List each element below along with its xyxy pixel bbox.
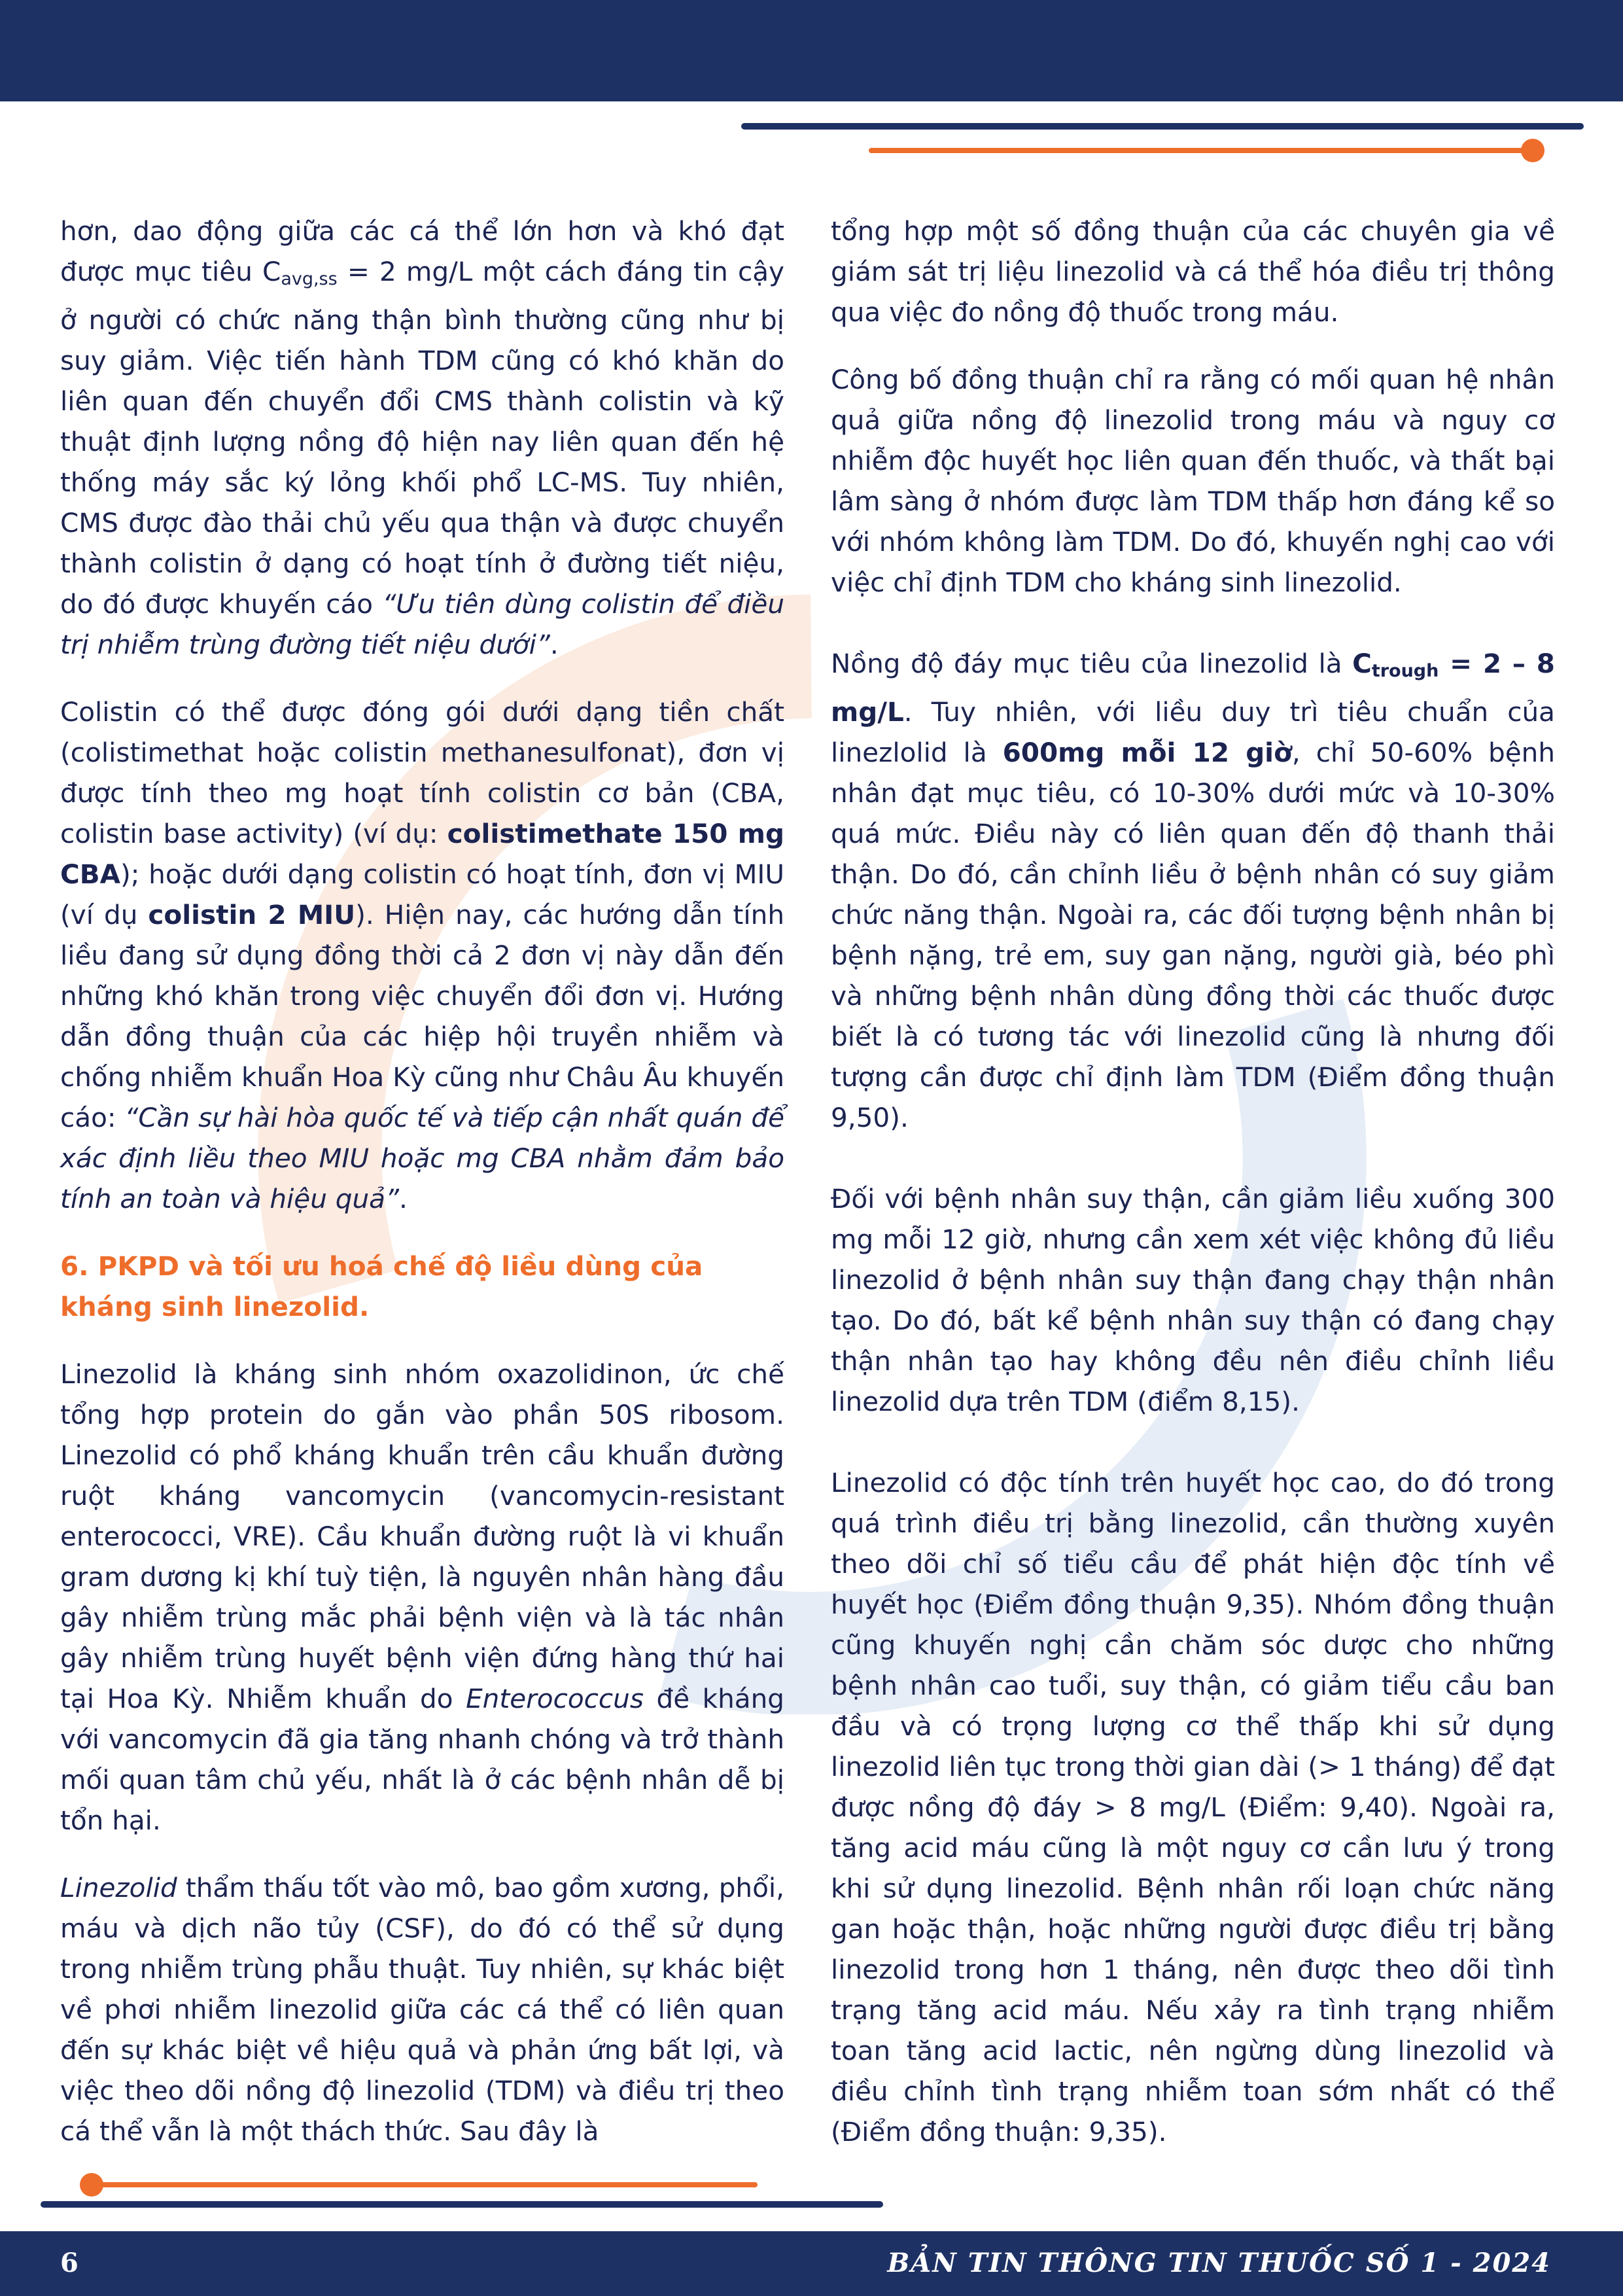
left-paragraph-2: Colistin có thể được đóng gói dưới dạng tiền chất (colistimethat hoặc colistin methanesulfonat), đơn vị được tính theo mg hoạt tính colistin cơ bản (CBA, colistin base activity) (ví dụ: colistimethate 150 mg CBA); hoặc dưới dạng colistin có hoạt tính, đơn vị MIU (ví dụ colistin 2 MIU). Hiện nay, các hướng dẫn tính liều đang sử dụng đồng thời cả 2 đơn vị này dẫn đến những khó khăn trong việc chuyển đổi đơn vị. Hướng dẫn đồng thuận của các hiệp hội truyền nhiễm và chống nhiễm khuẩn Hoa Kỳ cũng như Châu Âu khuyến cáo: “Cần sự hài hòa quốc tế và tiếp cận nhất quán để xác định liều theo MIU hoặc mg CBA nhằm đảm bảo tính an toàn và hiệu quả”. (60, 696, 784, 1214)
right-paragraph-4: Đối với bệnh nhân suy thận, cần giảm liều xuống 300 mg mỗi 12 giờ, nhưng cần xem xét việc không đủ liều linezolid ở bệnh nhân suy thận đang chạy thận nhân tạo. Do đó, bất kể bệnh nhân suy thận có đang chạy thận nhân tạo hay không đều nên điều chỉnh liều linezolid dựa trên TDM (điểm 8,15). (831, 1183, 1555, 1417)
left-column (60, 211, 784, 2178)
bold-colistin-miu: colistin 2 MIU (148, 899, 356, 930)
right-paragraph-2: Công bố đồng thuận chỉ ra rằng có mối quan hệ nhân quả giữa nồng độ linezolid trong máu và nguy cơ nhiễm độc huyết học liên quan đến thuốc, và thất bại lâm sàng ở nhóm được làm TDM thấp hơn đáng kể so với nhóm không làm TDM. Do đó, khuyến nghị cao với việc chỉ định TDM cho kháng sinh linezolid. (831, 364, 1555, 598)
quote-harmonization: “Cần sự hài hòa quốc tế và tiếp cận nhất quán để xác định liều theo MIU hoặc mg CBA nhằm đảm bảo tính an toàn và hiệu quả” (60, 1102, 784, 1214)
right-paragraph-5: Linezolid có độc tính trên huyết học cao, do đó trong quá trình điều trị bằng linezolid, cần thường xuyên theo dõi chỉ số tiểu cầu để phát hiện độc tính về huyết học (Điểm đồng thuận 9,35). Nhóm đồng thuận cũng khuyến nghị cần chăm sóc dược cho những bệnh nhân cao tuổi, suy thận, có giảm tiểu cầu ban đầu và có trọng lượng cơ thể thấp khi sử dụng linezolid liên tục trong thời gian dài (> 1 tháng) để đạt được nồng độ đáy > 8 mg/L (Điểm: 9,40). Ngoài ra, tăng acid máu cũng là một nguy cơ cần lưu ý trong khi sử dụng linezolid. Bệnh nhân rối loạn chức năng gan hoặc thận, hoặc những người được điều trị bằng linezolid trong hơn 1 tháng, nên được theo dõi tình trạng tăng acid máu. Nếu xảy ra tình trạng nhiễm toan tăng acid lactic, nên ngừng dùng linezolid và điều chỉnh tình trạng nhiễm toan sớm nhất có thể (Điểm đồng thuận: 9,35). (831, 1467, 1555, 2147)
section-heading-6: 6. PKPD và tối ưu hoá chế độ liều dùng của kháng sinh linezolid. (60, 1250, 703, 1322)
quote-colistin-urinary: “Ưu tiên dùng colistin để điều trị nhiễm trùng đường tiết niệu dưới” (60, 588, 784, 660)
bold-ctrough: $C_{trough} = 2 - 8$ mg/L (831, 648, 1555, 728)
left-paragraph-4: Linezolid thẩm thấu tốt vào mô, bao gồm xương, phổi, máu và dịch não tủy (CSF), do đó có thể sử dụng trong nhiễm trùng phẫu thuật. Tuy nhiên, sự khác biệt về phơi nhiễm linezolid giữa các cá thể có liên quan đến sự khác biệt về hiệu quả và phản ứng bất lợi, và việc theo dõi nồng độ linezolid (TDM) và điều trị theo cá thể vẫn là một thách thức. Sau đây là (60, 1872, 784, 2147)
bold-dose: 600mg mỗi 12 giờ (1002, 737, 1292, 768)
page-number: 6 (60, 2248, 79, 2278)
left-paragraph-1: hơn, dao động giữa các cá thể lớn hơn và khó đạt được mục tiêu $C_{avg,ss} = 2$ mg/L một cách đáng tin cậy ở người có chức năng thận bình thường cũng như bị suy giảm. Việc tiến hành TDM cũng có khó khăn do liên quan đến chuyển đổi CMS thành colistin và kỹ thuật định lượng nồng độ hiện nay liên quan đến hệ thống máy sắc ký lỏng khối phổ LC-MS. Tuy nhiên, CMS được đào thải chủ yếu qua thận và được chuyển thành colistin ở dạng có hoạt tính ở đường tiết niệu, do đó được khuyến cáo “Ưu tiên dùng colistin để điều trị nhiễm trùng đường tiết niệu dưới”. (60, 215, 784, 660)
header-rule-orange (869, 148, 1533, 153)
subscript-avg-ss: avg,ss (281, 269, 338, 289)
right-column (831, 211, 1555, 2179)
footer-rule-orange (92, 2182, 758, 2187)
left-paragraph-3: Linezolid là kháng sinh nhóm oxazolidinon, ức chế tổng hợp protein do gắn vào phần 50S ribosom. Linezolid có phổ kháng khuẩn trên cầu khuẩn đường ruột kháng vancomycin (vancomycin-resistant enterococci, VRE). Cầu khuẩn đường ruột là vi khuẩn gram dương kị khí tuỳ tiện, là nguyên nhân hàng đầu gây nhiễm trùng mắc phải bệnh viện và là tác nhân gây nhiễm trùng huyết bệnh viện đứng hàng thứ hai tại Hoa Kỳ. Nhiễm khuẩn do Enterococcus đề kháng với vancomycin đã gia tăng nhanh chóng và trở thành mối quan tâm chủ yếu, nhất là ở các bệnh nhân dễ bị tổn hại. (60, 1358, 784, 1836)
header-rule-navy (741, 123, 1584, 130)
footer-rule-navy (41, 2201, 883, 2208)
right-paragraph-3: Nồng độ đáy mục tiêu của linezolid là $C_{trough} = 2 - 8$ mg/L. Tuy nhiên, với liều duy trì tiêu chuẩn của linezlolid là 600mg mỗi 12 giờ, chỉ 50-60% bệnh nhân đạt mục tiêu, có 10-30% dưới mức và 10-30% quá mức. Điều này có liên quan đến độ thanh thải thận. Do đó, cần chỉnh liều ở bệnh nhân có suy giảm chức năng thận. Ngoài ra, các đối tượng bệnh nhân bị bệnh nặng, trẻ em, suy gan nặng, người già, béo phì và những bệnh nhân dùng đồng thời các thuốc được biết là có tương tác với linezolid cũng là nhưng đối tượng cần được chỉ định làm TDM (Điểm đồng thuận 9,50). (831, 648, 1556, 1133)
publication-title: BẢN TIN THÔNG TIN THUỐC SỐ 1 - 2024 (887, 2248, 1551, 2278)
right-paragraph-1: tổng hợp một số đồng thuận của các chuyên gia về giám sát trị liệu linezolid và cá thể hóa điều trị thông qua việc đo nồng độ thuốc trong máu. (831, 215, 1555, 328)
header-bar (0, 0, 1623, 101)
bold-colistimethate: colistimethate 150 mg CBA (60, 818, 784, 890)
header-rule-dot (1521, 139, 1544, 162)
